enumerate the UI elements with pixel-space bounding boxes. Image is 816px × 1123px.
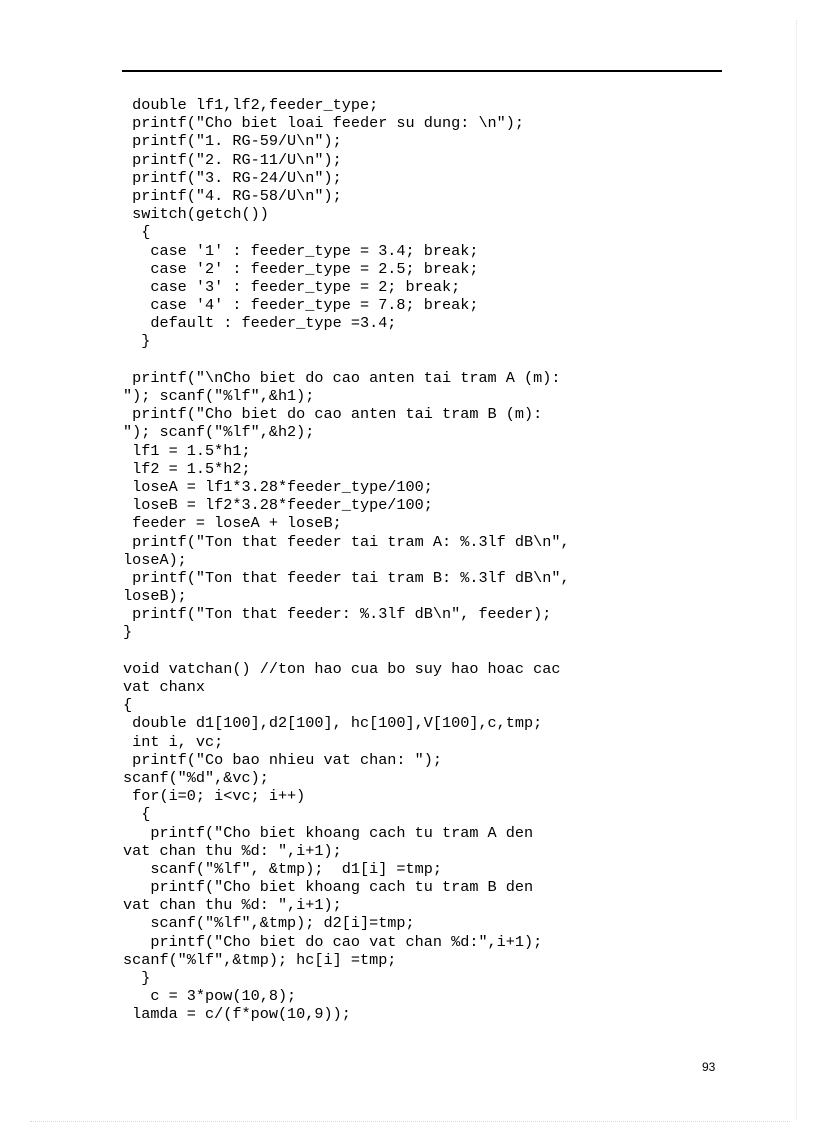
code-line: { [123,696,133,715]
code-line: scanf("%d",&vc); [123,768,269,787]
code-line: double d1[100],d2[100], hc[100],V[100],c,tmp; [123,714,543,733]
code-line: case '4' : feeder_type = 7.8; break; [123,296,479,315]
right-dotted-border [796,20,797,1120]
code-line [123,351,723,369]
code-line: printf("Ton that feeder: %.3lf dB\n", feeder); [123,605,552,624]
code-line: loseB = lf2*3.28*feeder_type/100; [123,496,433,515]
code-line: printf("Co bao nhieu vat chan: "); [123,750,442,769]
code-line: printf("3. RG-24/U\n"); [123,168,342,187]
code-line: int i, vc; [123,732,224,751]
code-line: vat chanx [123,678,206,696]
header-rule [122,70,722,72]
code-line: case '2' : feeder_type = 2.5; break; [123,259,479,278]
code-line: printf("Cho biet do cao anten tai tram B (m): [123,405,543,424]
code-line: printf("\nCho biet do cao anten tai tram A (m): [123,368,561,387]
code-line: } [123,623,133,642]
code-line: } [123,332,151,351]
code-line: case '3' : feeder_type = 2; break; [123,277,461,296]
code-line: lf2 = 1.5*h2; [123,459,251,478]
bottom-dotted-border [30,1121,790,1122]
code-line: vat chan thu %d: ",i+1); [123,841,342,860]
code-line: void vatchan() //ton hao cua bo suy hao hoac cac [123,659,561,678]
code-line: scanf("%lf", &tmp); d1[i] =tmp; [123,859,442,878]
code-line: printf("Ton that feeder tai tram A: %.3lf dB\n", [123,532,570,551]
code-line: printf("Cho biet khoang cach tu tram B den [123,878,534,897]
code-line: "); scanf("%lf",&h2); [123,423,315,442]
code-line: printf("Cho biet loai feeder su dung: \n"); [123,114,525,133]
code-listing [123,96,723,1024]
code-line: loseA); [123,550,187,569]
code-line: double lf1,lf2,feeder_type; [123,96,379,114]
code-line: c = 3*pow(10,8); [123,987,297,1006]
code-line: lamda = c/(f*pow(10,9)); [123,1005,351,1024]
code-line: feeder = loseA + loseB; [123,514,342,533]
code-line: } [123,969,151,987]
code-line: printf("2. RG-11/U\n"); [123,150,342,169]
code-line: printf("4. RG-58/U\n"); [123,186,342,205]
page-number: 93 [702,1060,716,1074]
code-line: vat chan thu %d: ",i+1); [123,896,342,915]
code-line: default : feeder_type =3.4; [123,314,397,333]
code-line: scanf("%lf",&tmp); hc[i] =tmp; [123,950,397,969]
code-line: printf("Cho biet khoang cach tu tram A den [123,823,534,842]
code-line: lf1 = 1.5*h1; [123,441,251,460]
code-line: case '1' : feeder_type = 3.4; break; [123,241,479,260]
code-line: "); scanf("%lf",&h1); [123,387,315,405]
code-line: { [123,223,151,242]
code-line: loseA = lf1*3.28*feeder_type/100; [123,477,433,496]
code-line: loseB); [123,587,187,606]
code-line: printf("Ton that feeder tai tram B: %.3lf dB\n", [123,568,570,587]
code-line: printf("1. RG-59/U\n"); [123,132,342,151]
code-line [123,642,723,660]
code-line: for(i=0; i<vc; i++) [123,787,306,806]
code-line: { [123,805,151,824]
code-line: switch(getch()) [123,205,269,224]
code-line: printf("Cho biet do cao vat chan %d:",i+1); [123,932,543,951]
code-line: scanf("%lf",&tmp); d2[i]=tmp; [123,914,415,933]
